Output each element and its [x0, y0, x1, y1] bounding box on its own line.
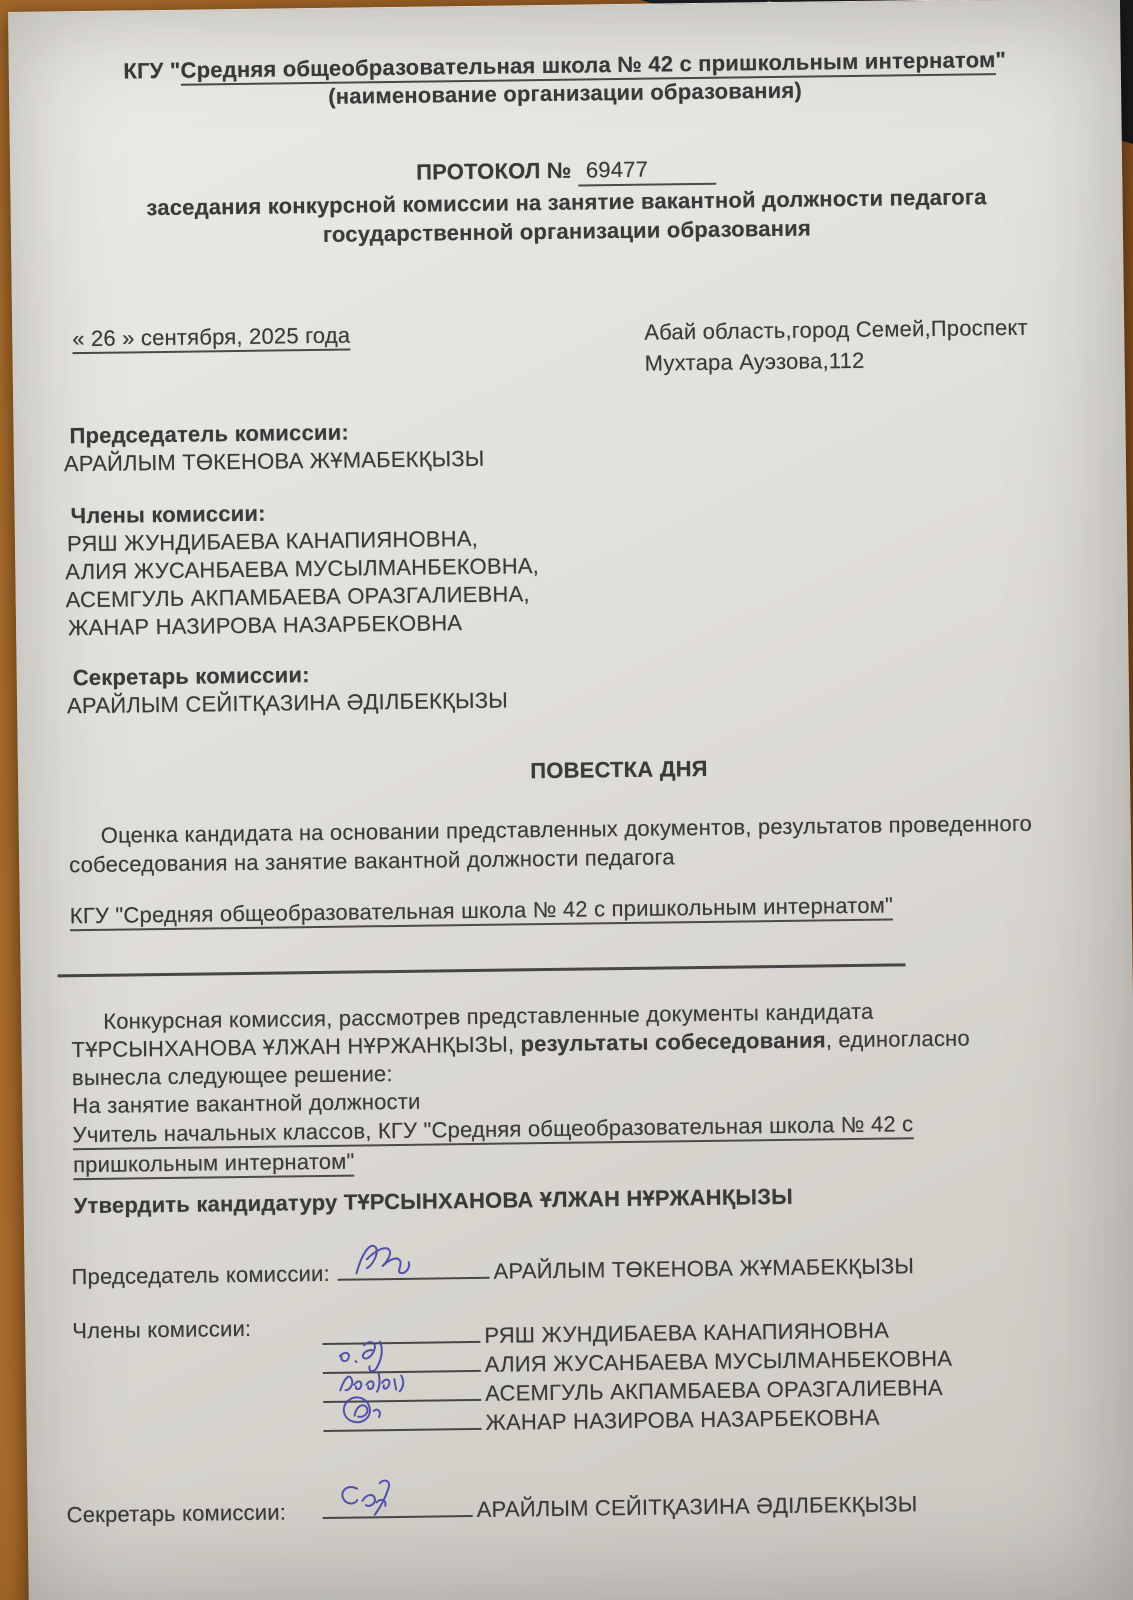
sig-member-name: ЖАНАР НАЗИРОВА НАЗАРБЕКОВНА — [485, 1404, 880, 1435]
secretary-signature-icon — [334, 1471, 431, 1522]
signature-line-chair — [337, 1255, 489, 1281]
protocol-subtitle-2: государственной организации образования — [322, 215, 812, 247]
sig-member-name: РЯШ ЖУНДИБАЕВА КАНАПИЯНОВНА — [484, 1317, 890, 1348]
signature-line-secretary — [322, 1493, 472, 1519]
agenda-paragraph — [69, 809, 1104, 880]
signature-member-rows — [322, 1313, 953, 1437]
agenda-school-underlined: КГУ "Средняя общеобразовательная школа № 42 с пришкольным интернатом" — [70, 892, 894, 931]
decision-line-4: На занятие вакантной должности — [72, 1088, 421, 1119]
members-label: Члены комиссии: — [70, 500, 266, 529]
address-block — [644, 312, 1028, 379]
sig-members-label: Члены комиссии: — [72, 1315, 252, 1344]
chair-signature-icon — [349, 1232, 446, 1283]
sig-member-name: АЛИЯ ЖУСАНБАЕВА МУСЫЛМАНБЕКОВНА — [484, 1345, 953, 1377]
signature-row-member — [323, 1400, 953, 1437]
org-suffix: " — [995, 46, 1007, 73]
secretary-name: АРАЙЛЫМ СЕЙІТҚАЗИНА ӘДІЛБЕКҚЫЗЫ — [66, 687, 509, 719]
org-name-underlined: Средняя общеобразовательная школа № 42 с пришкольным интернатом — [180, 47, 995, 86]
sig-member-name: АСЕМГУЛЬ АКПАМБАЕВА ОРАЗГАЛИЕВНА — [484, 1374, 943, 1406]
org-prefix: КГУ " — [123, 57, 181, 84]
chair-block — [63, 417, 485, 478]
protocol-label: ПРОТОКОЛ № — [416, 157, 572, 185]
agenda-line-1: Оценка кандидата на основании представленных документов, результатов проведенного — [100, 810, 1033, 848]
protocol-number: 69477 — [578, 156, 717, 187]
decision-line-3: вынесла следующее решение: — [71, 1061, 393, 1091]
candidate-name: ТҰРСЫНХАНОВА ҰЛЖАН НҰРЖАНҚЫЗЫ, — [71, 1031, 521, 1063]
secretary-block — [66, 659, 509, 721]
approval-line: Утвердить кандидатуру ТҰРСЫНХАНОВА ҰЛЖАН НҰРЖАНҚЫЗЫ — [73, 1183, 794, 1219]
sig-chair-name: АРАЙЛЫМ ТӨКЕНОВА ЖҰМАБЕКҚЫЗЫ — [493, 1253, 915, 1284]
position-line-2: пришкольным интернатом" — [73, 1137, 1107, 1181]
sig-secretary-name: АРАЙЛЫМ СЕЙІТҚАЗИНА ӘДІЛБЕКҚЫЗЫ — [476, 1491, 918, 1522]
agenda-line-2: собеседования на занятие вакантной должности педагога — [68, 843, 675, 877]
sig-chair-label: Председатель комиссии: — [71, 1260, 331, 1290]
member-4-signature-icon — [335, 1384, 432, 1435]
secretary-label: Секретарь комиссии: — [72, 662, 310, 691]
protocol-document — [8, 0, 1133, 1600]
signature-line-member-4 — [323, 1406, 481, 1432]
org-caption: (наименование организации образования) — [328, 77, 803, 109]
org-header — [9, 44, 1122, 115]
decision-bold-phrase: результаты собеседования — [520, 1027, 826, 1057]
blank-underline — [58, 963, 906, 977]
document-content — [8, 0, 1133, 1600]
sig-secretary-label: Секретарь комиссии: — [66, 1499, 287, 1528]
chair-label: Председатель комиссии: — [69, 419, 350, 449]
member-name: РЯШ ЖУНДИБАЕВА КАНАПИЯНОВНА, — [66, 525, 479, 557]
address-line-2: Мухтара Ауэзова,112 — [644, 347, 865, 376]
protocol-subtitle-1: заседания конкурсной комиссии на занятие вакантной должности педагога — [146, 184, 987, 221]
member-name: АЛИЯ ЖУСАНБАЕВА МУСЫЛМАНБЕКОВНА, — [65, 553, 540, 585]
date-line — [72, 323, 350, 353]
address-line-1: Абай область,город Семей,Проспект — [644, 314, 1028, 345]
decision-paragraph — [71, 995, 1107, 1181]
decision-line-1: Конкурсная комиссия, рассмотрев представленные документы кандидата — [103, 998, 874, 1034]
member-name: ЖАНАР НАЗИРОВА НАЗАРБЕКОВНА — [67, 610, 463, 641]
chair-name: АРАЙЛЫМ ТӨКЕНОВА ЖҰМАБЕКҚЫЗЫ — [63, 445, 485, 477]
member-name: АСЕМГУЛЬ АКПАМБАЕВА ОРАЗГАЛИЕВНА, — [65, 581, 530, 613]
signature-row-secretary — [66, 1487, 917, 1528]
decision-line-2-tail: , единогласно — [825, 1025, 971, 1053]
position-line-1: Учитель начальных классов, КГУ "Средняя общеобразовательная школа № 42 с — [73, 1107, 1107, 1151]
agenda-school-line — [70, 892, 894, 929]
date-underlined: « 26 » сентября, 2025 года — [72, 323, 350, 355]
agenda-title: ПОВЕСТКА ДНЯ — [530, 755, 708, 784]
protocol-title-block — [10, 148, 1123, 253]
members-block — [65, 496, 540, 642]
signature-row-chair — [71, 1249, 914, 1290]
